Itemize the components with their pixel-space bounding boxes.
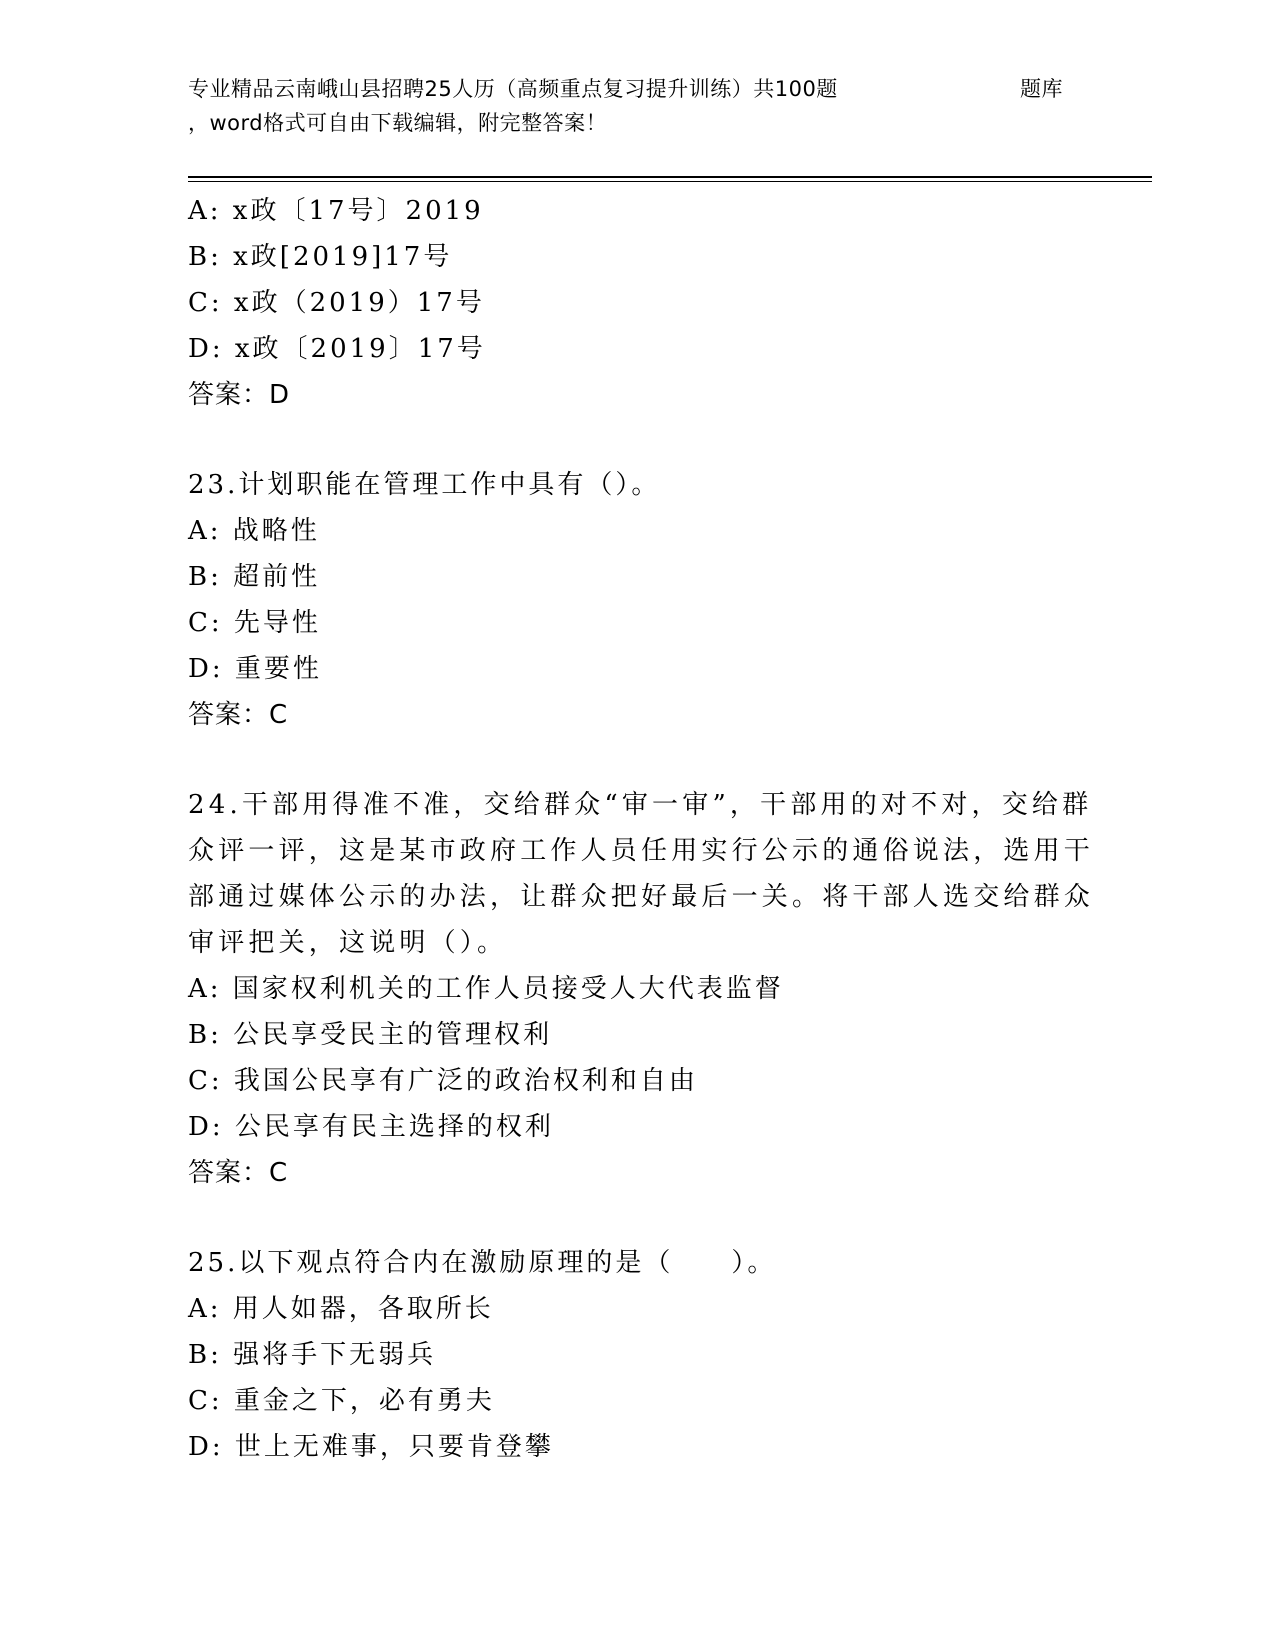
option-b: B: 强将手下无弱兵 — [188, 1340, 437, 1370]
header-subtitle: ，word格式可自由下载编辑，附完整答案！ — [188, 111, 608, 135]
option-c: C: 我国公民享有广泛的政治权利和自由 — [188, 1066, 698, 1096]
question-list — [188, 188, 1095, 1470]
answer: 答案：C — [188, 1158, 289, 1188]
question-stem-line: 24.干部用得准不准，交给群众“审一审”，干部用的对不对，交给群 — [188, 790, 1093, 820]
option-d: D: 重要性 — [188, 654, 322, 684]
option-b: B: 公民享受民主的管理权利 — [188, 1020, 553, 1050]
option-b: B: x政[2019]17号 — [188, 242, 453, 272]
option-c: C: x政（2019）17号 — [188, 288, 485, 318]
question-22 — [188, 188, 1088, 418]
option-a: A: 国家权利机关的工作人员接受人大代表监督 — [188, 974, 784, 1004]
question-stem-line: 审评把关，这说明（）。 — [188, 928, 508, 958]
header-divider-thick — [188, 176, 1152, 178]
option-c: C: 重金之下，必有勇夫 — [188, 1386, 495, 1416]
answer: 答案：D — [188, 380, 291, 410]
question-23 — [188, 462, 1088, 738]
question-stem-line: 部通过媒体公示的办法，让群众把好最后一关。将干部人选交给群众 — [188, 882, 1095, 912]
option-d: D: 世上无难事，只要肯登攀 — [188, 1432, 554, 1462]
option-c: C: 先导性 — [188, 608, 321, 638]
header-divider-thin — [188, 181, 1152, 182]
option-b: B: 超前性 — [188, 562, 321, 592]
option-d: D: 公民享有民主选择的权利 — [188, 1112, 554, 1142]
header-title: 专业精品云南峨山县招聘25人历（高频重点复习提升训练）共100题 — [188, 77, 838, 101]
option-a: A: 战略性 — [188, 516, 320, 546]
option-a: A: x政〔17号〕2019 — [188, 196, 484, 226]
question-25 — [188, 1240, 1088, 1470]
option-d: D: x政〔2019〕17号 — [188, 334, 486, 364]
question-stem-line: 众评一评，这是某市政府工作人员任用实行公示的通俗说法，选用干 — [188, 836, 1095, 866]
document-header — [188, 72, 1078, 140]
question-stem: 23.计划职能在管理工作中具有（）。 — [188, 470, 661, 500]
question-stem: 25.以下观点符合内在激励原理的是（ ）。 — [188, 1248, 777, 1278]
answer: 答案：C — [188, 700, 289, 730]
header-tag: 题库 — [1020, 77, 1063, 101]
question-24 — [188, 782, 1095, 1196]
option-a: A: 用人如器，各取所长 — [188, 1294, 494, 1324]
